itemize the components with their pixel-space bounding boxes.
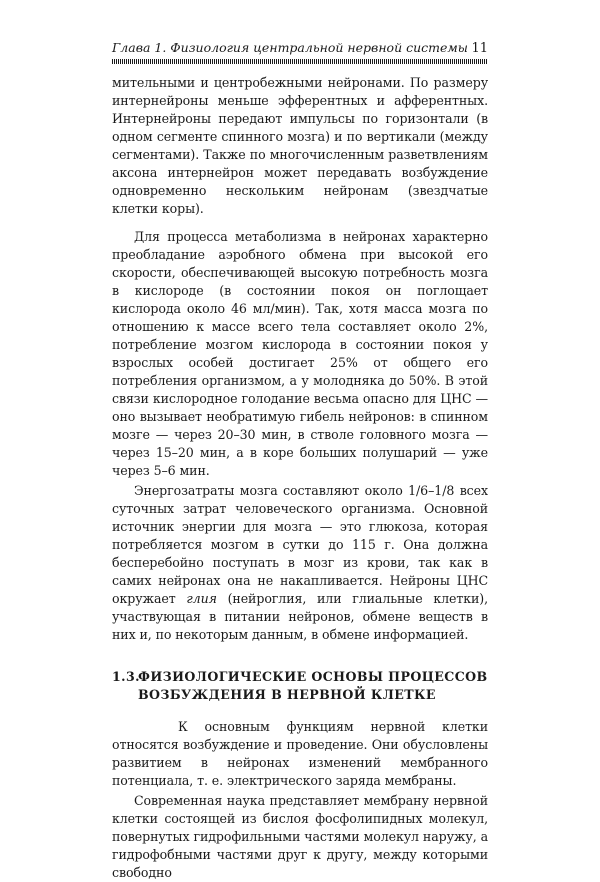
running-header bbox=[112, 40, 488, 56]
section-title-line-2: ВОЗБУЖДЕНИЯ В НЕРВНОЙ КЛЕТКЕ bbox=[138, 687, 436, 702]
paragraph-3-text-b: (нейроглия, или глиальные клетки), участвующая в питании нейронов, обмене веществ в них и, по некоторым данным, в обмене информацией. bbox=[112, 591, 488, 642]
paragraph-3-text-a: Энергозатраты мозга составляют около 1/6–1/8 всех суточных затрат человеческого организма. Основной источник энергии для мозга — это глюкоза, которая потребляется мозгом в сутки до 115 г. Она должна бесперебойно поступать в мозг из крови, так как в самих нейронах она не накапливается. Нейроны ЦНС окружает bbox=[112, 483, 488, 606]
paragraph-1: мительными и центробежными нейронами. По размеру интернейроны меньше эфферентных и афферентных. Интернейроны передают импульсы по горизонтали (в одном сегменте спинного мозга) и по вертикали (между сегментами). Также по многочисленным разветвлениям аксона интернейрон может передавать возбуждение одновременно нескольким нейронам (звездчатые клетки коры). bbox=[112, 75, 488, 216]
paragraph-5: Современная наука представляет мембрану нервной клетки состоящей из бислоя фосфолипидных молекул, повернутых гидрофильными частями молекул наружу, а гидрофобными частями друг к другу, между которыми свободно bbox=[112, 793, 488, 880]
paragraph-2: Для процесса метаболизма в нейронах характерно преобладание аэробного обмена при высокой его скорости, обеспечивающей высокую потребность мозга в кислороде (в состоянии покоя он поглощает кислорода около 46 мл/мин). Так, хотя масса мозга по отношению к массе всего тела составляет около 2%, потребление мозгом кислорода в состоянии покоя у взрослых особей достигает 25% от общего его потребления организмом, а у молодняка до 50%. В этой связи кислородное голодание весьма опасно для ЦНС — оно вызывает необратимую гибель нейронов: в спинном мозге — через 20–30 мин, в стволе головного мозга — через 15–20 мин, а в коре больших полушарий — уже через 5–6 мин. bbox=[112, 229, 488, 478]
section-title-line-1: ФИЗИОЛОГИЧЕСКИЕ ОСНОВЫ ПРОЦЕССОВ bbox=[138, 669, 488, 684]
section-number: 1.3. bbox=[112, 669, 140, 684]
running-title: Глава 1. Физиология центральной нервной системы bbox=[112, 40, 468, 55]
term-glia: глия bbox=[186, 591, 217, 606]
paragraph-4: К основным функциям нервной клетки относятся возбуждение и проведение. Они обусловлены развитием в нейронах изменений мембранного потенциала, т. е. электрического заряда мембраны. bbox=[112, 719, 488, 788]
header-rule bbox=[112, 59, 488, 64]
section-heading bbox=[112, 668, 488, 704]
paragraph-3 bbox=[112, 482, 488, 644]
page-number: 11 bbox=[471, 41, 488, 56]
page-body bbox=[112, 74, 488, 882]
